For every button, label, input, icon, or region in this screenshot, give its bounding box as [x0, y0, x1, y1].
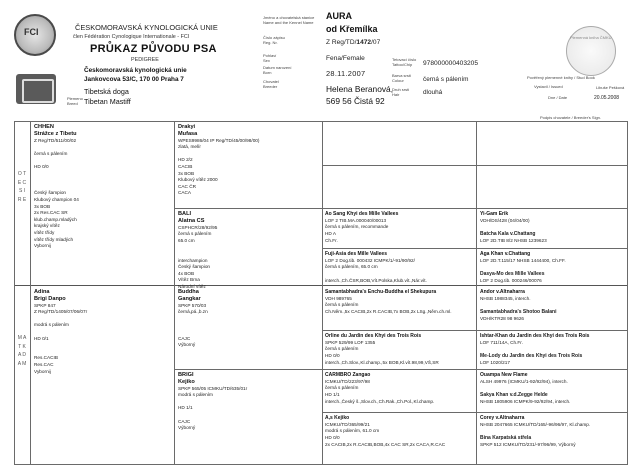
detail-line: [480, 264, 566, 271]
reg-label: Číslo zápisu Reg. Nr.: [263, 35, 285, 45]
grid-left: [14, 121, 15, 464]
detail-line: CSPHCR/28/92/95: [178, 224, 218, 230]
dam-sire-cell: [178, 289, 208, 349]
detail-line: Český šampion: [34, 190, 67, 196]
detail-line: [34, 171, 79, 178]
grid-g3-b: [322, 248, 476, 249]
sire-details: [34, 138, 79, 250]
detail-line: SPKP 512 ICMKU/TD/231/-97/96/99, Výborný: [480, 441, 576, 447]
detail-line: LOF 2 Dog.tib. 000246/00076: [480, 277, 542, 283]
detail-line: interch.,Český š.,Slov.ch.,Ch.Rak.,Ch.Pol.,Kl.champ.: [325, 398, 435, 404]
tattoo-label: Tetovací číslo Tattoo/Chip: [392, 57, 417, 67]
detail-line: modrá s pálením: [34, 322, 69, 328]
ancestor-name: Orline du Jardin des Khyi des Trois Rois: [325, 333, 422, 339]
sex-label: Pohlaví Sex: [263, 53, 277, 63]
detail-line: Ch.Fr.: [325, 237, 338, 243]
date-label: Dne / Date: [548, 95, 568, 100]
detail-line: Z Reg/TD/511/00/02: [34, 137, 77, 143]
detail-line: Výborný: [178, 425, 196, 431]
detail-line: SPKP 529/99 LOF 1355: [325, 339, 376, 345]
dog-sex: Fena/Female: [326, 55, 365, 62]
detail-line: 3x BOB: [34, 203, 51, 209]
detail-line: SPKP 847: [34, 302, 56, 308]
detail-line: černá s pálením: [325, 385, 359, 391]
detail-line: 3x BOB: [178, 170, 195, 176]
detail-line: interch.,Ch.Slov.,Kl.champ.,5x BOB,Kl.vít.98,99,VŠ,SR: [325, 359, 439, 365]
detail-line: [178, 244, 217, 251]
detail-line: černá s pálením: [325, 346, 359, 352]
detail-line: vítěz třídy mladých: [34, 236, 74, 242]
ancestor-name: Aga Khan v.Chattang: [480, 251, 531, 257]
dam-name1: Adina: [34, 289, 50, 295]
dog-born: 28.11.2007: [326, 69, 366, 78]
document-title-en: PEDIGREE: [131, 57, 159, 63]
fci-logo-text: FCI: [24, 27, 39, 37]
ancestor-name: Ishtar-Khan du Jardin des Khyi des Trois Rois: [480, 333, 590, 339]
detail-line: [480, 224, 547, 231]
detail-line: Klubový champion 04: [34, 196, 79, 202]
dam-sire-name2: Gangkar: [178, 295, 201, 302]
grid-top: [14, 121, 628, 122]
side-label-dam: M A T K A D A M: [17, 335, 27, 367]
colour-label: Barva srsti Colour: [392, 73, 411, 83]
reg-suffix: /07: [371, 39, 381, 46]
detail-line: černá s pálením, 65.0 cm: [325, 264, 378, 270]
stamp-text: Plemenná kniha ČMKU: [570, 35, 612, 40]
detail-line: [178, 151, 259, 158]
detail-line: [325, 271, 427, 278]
detail-line: ICMKU/TD/365/99/21: [325, 421, 370, 427]
sire-dam-cell: [178, 211, 217, 291]
detail-line: [178, 322, 208, 329]
detail-line: [34, 349, 87, 356]
ancestor-cell-9: [480, 372, 570, 405]
detail-line: ICMKU/TD/223/97/98: [325, 378, 370, 384]
detail-line: [34, 342, 87, 349]
issuer-name: Libuše Pešková: [596, 85, 625, 90]
name-label: Jméno a chovatelská stanice Name and the Kennel Name: [263, 15, 315, 25]
breeder-label: Chovatel Breeder: [263, 79, 279, 89]
detail-line: modrá s pálením, 61.0 cm: [325, 428, 380, 434]
detail-line: Ch.Něm.,5x CACIB,2x R.CACIB,7x BOB,2x LSg.,Něm.ch.ml.: [325, 308, 452, 314]
detail-line: klub.champ.mladých: [34, 216, 77, 222]
sire-name1: CHHEN: [34, 124, 54, 130]
dam-dam-cell: [178, 372, 247, 432]
address-line2: Jankovcova 53/C, 170 00 Praha 7: [84, 76, 184, 83]
detail-line: SPKP 565/05 ICMKU/TD/635/01r: [178, 385, 248, 391]
detail-line: černá,pá.,b.zn: [178, 309, 208, 315]
sire-sire-cell: [178, 124, 259, 197]
ancestor-cell-0: [325, 211, 398, 244]
ancestor-name: Corey v.Altnaharra: [480, 415, 525, 421]
ancestor-cell-8: [325, 372, 434, 405]
detail-line: interchampion: [178, 257, 208, 263]
detail-line: krajský vítěz: [34, 223, 60, 229]
dam-dam-name1: BRIGI: [178, 372, 194, 378]
ancestor-name: Yi-Gam Erik: [480, 211, 509, 217]
detail-line: VDH/DS/428 (04/04/00): [480, 217, 530, 223]
org-line2: člen Fédération Cynologique Internationale - FCI: [73, 34, 190, 40]
org-line1: ČESKOMORAVSKÁ KYNOLOGICKÁ UNIE: [75, 23, 218, 32]
detail-line: CAJC: [178, 418, 191, 424]
grid-middle: [14, 285, 628, 286]
issued-label: Vystavil / Issued: [534, 84, 563, 89]
ancestor-cell-5: [480, 289, 556, 322]
detail-line: 65.0 cm: [178, 237, 195, 243]
detail-line: Vybornij: [34, 243, 51, 249]
grid-g4-b: [476, 248, 627, 249]
detail-line: CACIB: [178, 163, 193, 169]
address-line1: Českomoravská kynologická unie: [84, 67, 187, 74]
detail-line: NHSB 1805906 ICMPK/9-92/92/94, interch.: [480, 398, 571, 404]
detail-line: LOF 2D.TIB 8/2 NHSB 1239623: [480, 237, 547, 243]
detail-line: vítěz třídy: [34, 229, 55, 235]
detail-line: Český šampion: [178, 264, 211, 270]
grid-g4-d: [476, 412, 627, 413]
detail-line: [34, 144, 79, 151]
detail-line: Me-Lody du Jardin des Khyi des Trois Rois: [480, 352, 583, 359]
detail-line: CACA: [178, 190, 192, 196]
breed-en: Tibetan Mastiff: [84, 97, 131, 106]
born-label: Datum narození Born: [263, 65, 292, 75]
grid-g4-c: [476, 330, 627, 331]
ancestor-cell-11: [480, 415, 590, 448]
dog-chip: 978000000403205: [423, 60, 479, 67]
detail-line: [178, 329, 208, 336]
detail-line: [178, 251, 217, 258]
detail-line: Dasya-Mo des Mille Vallees: [480, 270, 545, 277]
detail-line: [178, 399, 247, 406]
dam-sire-name1: Buddha: [178, 289, 199, 295]
detail-line: Vybornij: [34, 368, 51, 374]
dog-name-line1: AURA: [326, 11, 352, 21]
detail-line: [34, 157, 79, 164]
detail-line: Sakya Khan v.d.Zegge Helde: [480, 391, 548, 398]
detail-line: LOF 2 TIB.MA.000040/00013: [325, 217, 387, 223]
ancestor-name: Fuji-Asia des Mille Vallees: [325, 251, 387, 257]
dam-sire-details: [178, 303, 208, 349]
detail-line: 2x Res.CAC SR: [34, 210, 68, 216]
dam-dam-details: [178, 386, 247, 432]
detail-line: CAJC: [178, 335, 191, 341]
breed-cz: Tibetská doga: [84, 87, 129, 96]
detail-line: Res.CAC: [34, 361, 54, 367]
dam-cell: [34, 289, 87, 375]
detail-line: [34, 177, 79, 184]
detail-line: HD 1/1: [178, 405, 193, 411]
grid-col2: [174, 121, 175, 464]
ancestor-cell-6: [325, 333, 439, 366]
detail-line: HD 2/2: [178, 157, 193, 163]
ancestor-name: Ao Sang Khyi des Mille Vallees: [325, 211, 399, 217]
detail-line: Bina Karpatská střela: [480, 434, 532, 441]
detail-line: HD 0/0: [34, 163, 49, 169]
breeder-sign-label: Podpis chovatele / Breeder's Sign.: [540, 115, 602, 120]
detail-line: černá s pálením: [178, 231, 212, 237]
detail-line: [480, 385, 570, 392]
detail-line: LOF 1020/217: [480, 359, 510, 365]
detail-line: Výborný: [178, 342, 196, 348]
grid-g2-row1: [174, 208, 627, 209]
detail-line: černá s pálením, recommande: [325, 224, 389, 230]
breed-label: Plemeno Breed: [67, 96, 83, 106]
sire-dam-name1: BALI: [178, 211, 192, 217]
detail-line: LOF 2D.T.115/17 NHSB 1444400, Ch.FF.: [480, 257, 566, 263]
grid-g3-d: [322, 412, 476, 413]
detail-line: [34, 316, 87, 323]
dam-name2: Brigi Danpo: [34, 295, 66, 302]
detail-line: VDH/KTR28 98 9626: [480, 315, 525, 321]
grid-col1: [30, 121, 31, 464]
ancestor-cell-10: [325, 415, 445, 448]
detail-line: interch.,Ch.ČSR,BOB,Vít.Polska,Klub.vít.,Nár.vít.: [325, 277, 427, 283]
dam-dam-name2: Kejiko: [178, 378, 195, 385]
detail-line: HD 0/0: [325, 352, 340, 358]
grid-right: [627, 121, 628, 464]
side-label-sire: O T E C S I R E: [17, 171, 27, 203]
coat-label: Druh srsti Hair: [392, 87, 410, 97]
detail-line: zlatá, melír: [178, 144, 201, 150]
ancestor-name: Ouampa New Flame: [480, 372, 528, 378]
breeder-line2: 569 56 Čistá 92: [326, 96, 385, 106]
detail-line: [480, 346, 589, 353]
ancestor-name: A,s Kejiko: [325, 415, 350, 421]
detail-line: VDH 989765: [325, 295, 352, 301]
sire-dam-name2: Alatna CS: [178, 217, 205, 224]
reg-number: [326, 40, 380, 47]
registry-date: 20.05.2008: [594, 95, 620, 101]
detail-line: Batcha Kala v.Chattang: [480, 230, 536, 237]
grid-g3-a: [322, 165, 476, 166]
detail-line: [178, 412, 247, 419]
detail-line: CAC ČR: [178, 183, 196, 189]
sire-name2: Strážce z Tibetu: [34, 130, 77, 137]
reg-number-value: 1472: [356, 39, 372, 46]
detail-line: HD 0/1: [34, 335, 49, 341]
breeder-line1: Helena Beranová,: [326, 84, 394, 94]
ancestor-cell-4: [325, 289, 452, 316]
ancestor-cell-3: [480, 251, 566, 284]
detail-line: Národní vítěz: [178, 283, 206, 289]
registry-line1: Pověřený plemenné knihy / Stud Book: [527, 75, 595, 80]
detail-line: 2x CACIB,2x R.CACIB,BOB,4x CAC SR,2x CACA,R.CAC: [325, 441, 446, 447]
dog-colour: černá s pálením: [423, 76, 469, 83]
detail-line: 4x BOB: [178, 270, 195, 276]
sire-sire-details: [178, 138, 259, 197]
detail-line: [34, 329, 87, 336]
detail-line: Res.CACIB: [34, 355, 58, 361]
sire-sire-name1: Drakyi: [178, 124, 196, 130]
detail-line: LOF 2 Dog.tib. 000432 ICMPK/1/-91/90/92/: [325, 257, 415, 263]
detail-line: [480, 302, 556, 309]
grid-g4-a: [476, 165, 627, 166]
detail-line: NHSB 1988345, interch.: [480, 295, 531, 301]
document-title: PRŮKAZ PŮVODU PSA: [90, 43, 217, 55]
detail-line: HD 1/1: [325, 391, 340, 397]
ancestor-name: Samantabhadra's Enchu-Buddha el Shekupura: [325, 289, 437, 295]
ancestor-name: Andor v.Altnaharra: [480, 289, 525, 295]
detail-line: Z Reg/TD/1405/07/06/07r: [34, 309, 88, 315]
sire-dam-details: [178, 225, 217, 291]
detail-line: WPES9986/04 IP Reg/TD/45/00/98/00): [178, 137, 260, 143]
ancestor-cell-7: [480, 333, 589, 366]
detail-line: [480, 428, 590, 435]
reg-prefix: Z Reg/TD/: [326, 39, 357, 46]
sire-cell: [34, 124, 79, 250]
detail-line: ALSH 49976 (ICMKU/1-92/92/94), interch.: [480, 378, 568, 384]
ancestor-cell-2: [325, 251, 427, 284]
detail-line: NHSB 2047665 ICMKU/TD/165/-96/96/97, Kl.champ.: [480, 421, 591, 427]
detail-line: černá s pálením: [34, 150, 68, 156]
detail-line: Vítěz Brna: [178, 277, 200, 283]
ancestor-cell-1: [480, 211, 547, 244]
detail-line: HD 0/0: [325, 434, 340, 440]
detail-line: LOF 711/14A, Ch.Fr.: [480, 339, 523, 345]
detail-line: černá s pálením: [325, 302, 359, 308]
grid-g3-c: [322, 330, 476, 331]
grid-g2-row3: [174, 369, 627, 370]
detail-line: [178, 316, 208, 323]
detail-line: Klubový vítěz 2000: [178, 177, 218, 183]
dog-name-line2: od Křemílka: [326, 24, 378, 34]
stud-book-stamp: [566, 26, 616, 76]
detail-line: modrá s pálením: [178, 392, 213, 398]
dam-details: [34, 303, 87, 376]
ancestor-name: CARMBRO Zangao: [325, 372, 371, 378]
detail-line: HD A: [325, 230, 336, 236]
detail-line: SPKP 570/03: [178, 302, 207, 308]
dog-coat: dlouhá: [423, 89, 443, 96]
sire-sire-name2: Mufasa: [178, 130, 198, 137]
detail-line: Samantabhadra's Shotoo Balani: [480, 308, 557, 315]
cmku-logo: [16, 74, 56, 104]
